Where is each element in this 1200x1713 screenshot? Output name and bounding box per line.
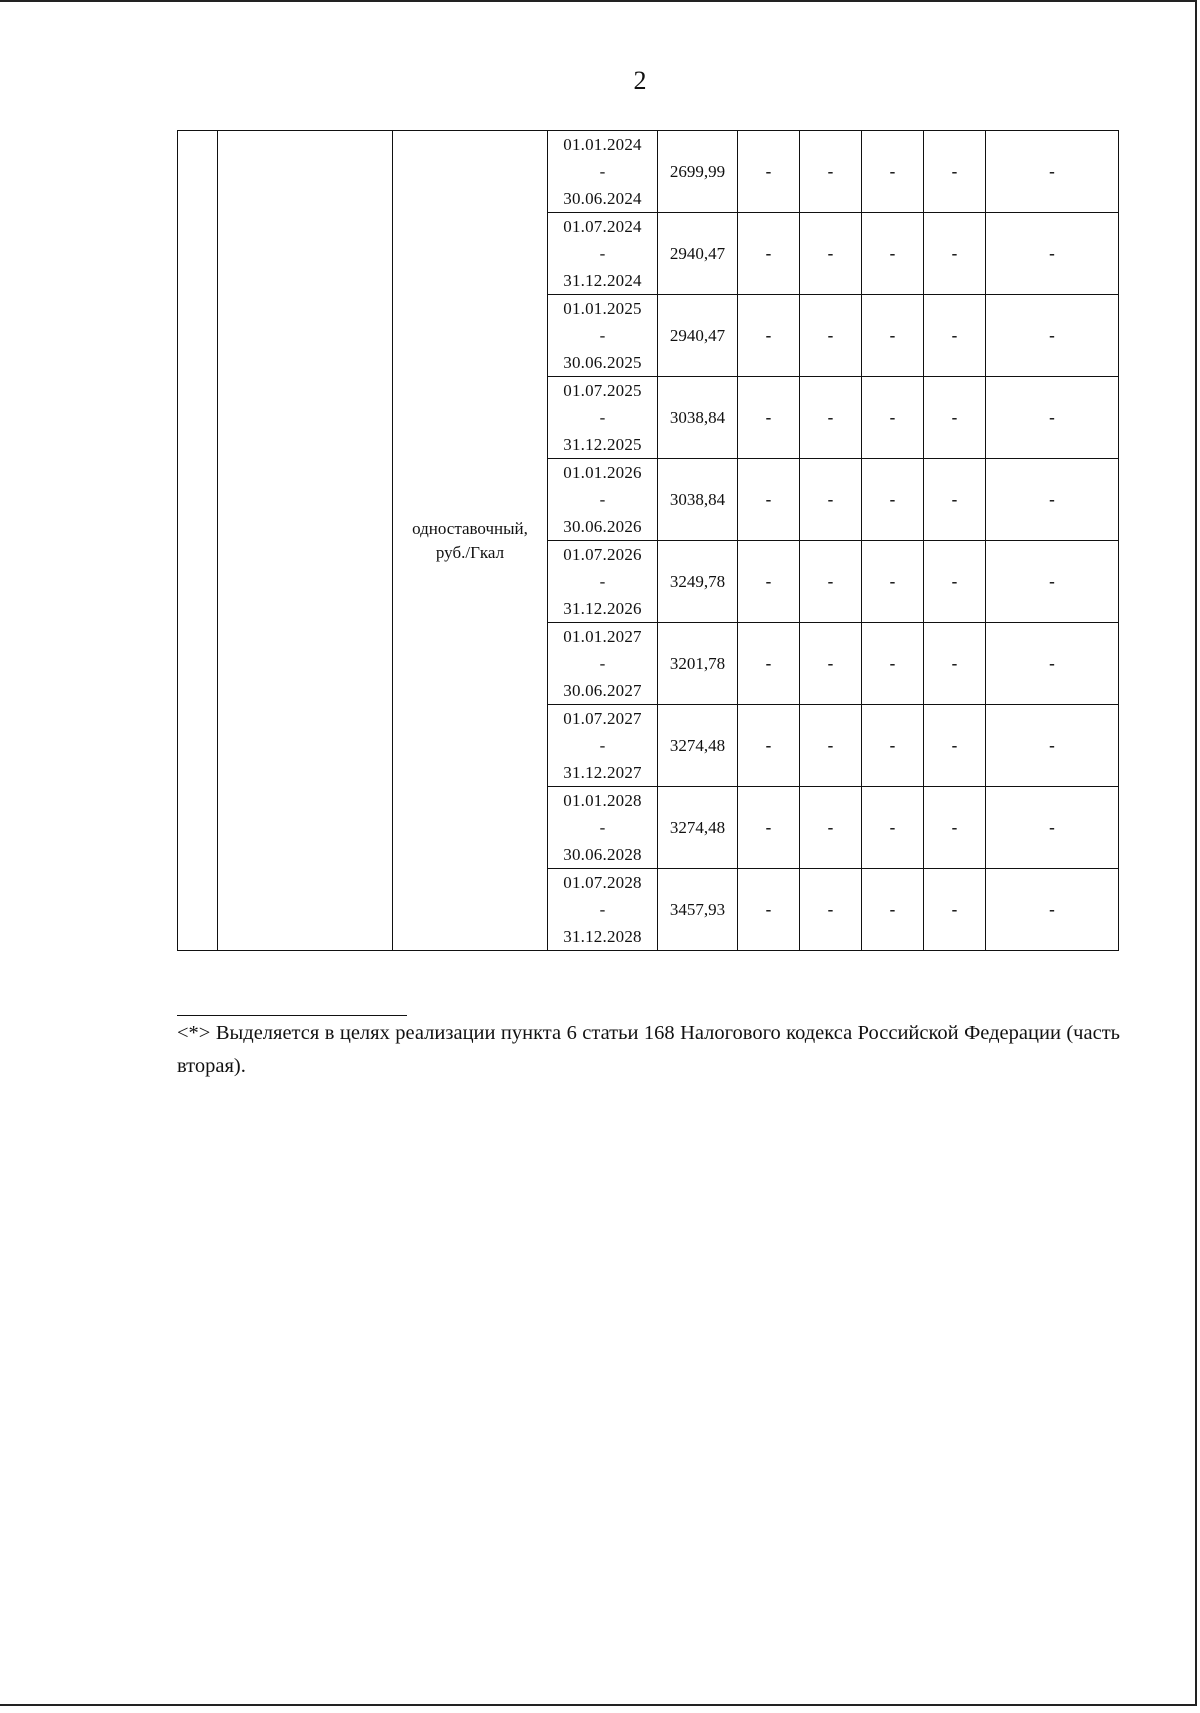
empty-value-cell: - xyxy=(862,459,924,541)
tariff-value-cell: 3038,84 xyxy=(658,377,738,459)
empty-value-cell: - xyxy=(738,787,800,869)
empty-value-cell: - xyxy=(800,541,862,623)
period-from: 01.07.2027 xyxy=(563,709,642,728)
empty-value-cell: - xyxy=(924,869,986,951)
period-from: 01.07.2026 xyxy=(563,545,642,564)
tariff-value-cell: 3274,48 xyxy=(658,787,738,869)
empty-value-cell: - xyxy=(738,377,800,459)
tariff-value-cell: 3274,48 xyxy=(658,705,738,787)
period-cell xyxy=(548,623,658,705)
table-row xyxy=(178,131,1119,213)
period-to: 30.06.2024 xyxy=(563,189,642,208)
empty-value-cell: - xyxy=(862,213,924,295)
period-sep: - xyxy=(599,244,606,263)
empty-value-cell: - xyxy=(986,213,1119,295)
empty-value-cell: - xyxy=(986,705,1119,787)
empty-value-cell: - xyxy=(862,131,924,213)
tariff-unit-cell: одноставочный, руб./Гкал xyxy=(393,131,548,951)
empty-value-cell: - xyxy=(924,787,986,869)
period-sep: - xyxy=(599,900,606,919)
tariff-value-cell: 2940,47 xyxy=(658,295,738,377)
empty-value-cell: - xyxy=(800,131,862,213)
period-from: 01.07.2028 xyxy=(563,873,642,892)
empty-value-cell: - xyxy=(800,459,862,541)
empty-value-cell: - xyxy=(738,623,800,705)
period-cell xyxy=(548,377,658,459)
period-to: 30.06.2027 xyxy=(563,681,642,700)
period-cell xyxy=(548,295,658,377)
period-from: 01.01.2024 xyxy=(563,135,642,154)
empty-value-cell: - xyxy=(862,623,924,705)
organization-cell xyxy=(218,131,393,951)
period-from: 01.07.2025 xyxy=(563,381,642,400)
period-to: 31.12.2027 xyxy=(563,763,642,782)
period-cell xyxy=(548,705,658,787)
empty-value-cell: - xyxy=(862,869,924,951)
period-cell xyxy=(548,213,658,295)
tariff-value-cell: 2940,47 xyxy=(658,213,738,295)
empty-value-cell: - xyxy=(986,131,1119,213)
empty-value-cell: - xyxy=(986,295,1119,377)
empty-value-cell: - xyxy=(924,377,986,459)
empty-value-cell: - xyxy=(986,377,1119,459)
period-cell xyxy=(548,541,658,623)
tariff-value-cell: 3457,93 xyxy=(658,869,738,951)
period-cell xyxy=(548,459,658,541)
period-sep: - xyxy=(599,818,606,837)
period-sep: - xyxy=(599,736,606,755)
period-to: 31.12.2024 xyxy=(563,271,642,290)
empty-value-cell: - xyxy=(862,377,924,459)
empty-value-cell: - xyxy=(924,459,986,541)
period-sep: - xyxy=(599,162,606,181)
empty-value-cell: - xyxy=(862,705,924,787)
empty-value-cell: - xyxy=(800,295,862,377)
empty-value-cell: - xyxy=(924,213,986,295)
empty-value-cell: - xyxy=(800,377,862,459)
tariff-table-body xyxy=(178,131,1119,951)
empty-value-cell: - xyxy=(738,131,800,213)
empty-value-cell: - xyxy=(924,295,986,377)
footnote: <*> Выделяется в целях реализации пункта 6 статьи 168 Налогового кодекса Российской Федерации (часть вторая). xyxy=(177,1022,1120,1077)
empty-value-cell: - xyxy=(986,623,1119,705)
empty-value-cell: - xyxy=(862,787,924,869)
tariff-table xyxy=(177,130,1119,951)
empty-value-cell: - xyxy=(924,705,986,787)
period-to: 31.12.2026 xyxy=(563,599,642,618)
empty-value-cell: - xyxy=(800,213,862,295)
row-number-cell xyxy=(178,131,218,951)
empty-value-cell: - xyxy=(986,869,1119,951)
empty-value-cell: - xyxy=(738,705,800,787)
period-to: 31.12.2028 xyxy=(563,927,642,946)
period-cell xyxy=(548,869,658,951)
empty-value-cell: - xyxy=(738,541,800,623)
period-from: 01.01.2025 xyxy=(563,299,642,318)
period-from: 01.01.2028 xyxy=(563,791,642,810)
period-from: 01.01.2027 xyxy=(563,627,642,646)
period-to: 31.12.2025 xyxy=(563,435,642,454)
period-cell xyxy=(548,787,658,869)
period-from: 01.01.2026 xyxy=(563,463,642,482)
period-to: 30.06.2025 xyxy=(563,353,642,372)
period-sep: - xyxy=(599,408,606,427)
empty-value-cell: - xyxy=(800,869,862,951)
empty-value-cell: - xyxy=(924,541,986,623)
empty-value-cell: - xyxy=(738,213,800,295)
period-sep: - xyxy=(599,572,606,591)
period-sep: - xyxy=(599,654,606,673)
empty-value-cell: - xyxy=(986,541,1119,623)
empty-value-cell: - xyxy=(738,295,800,377)
tariff-value-cell: 3201,78 xyxy=(658,623,738,705)
empty-value-cell: - xyxy=(738,459,800,541)
empty-value-cell: - xyxy=(862,541,924,623)
empty-value-cell: - xyxy=(800,787,862,869)
empty-value-cell: - xyxy=(862,295,924,377)
empty-value-cell: - xyxy=(924,131,986,213)
footnote-divider xyxy=(177,1015,407,1016)
period-sep: - xyxy=(599,326,606,345)
empty-value-cell: - xyxy=(800,623,862,705)
empty-value-cell: - xyxy=(986,459,1119,541)
period-to: 30.06.2028 xyxy=(563,845,642,864)
tariff-table-container xyxy=(177,130,1119,951)
tariff-value-cell: 3249,78 xyxy=(658,541,738,623)
empty-value-cell: - xyxy=(738,869,800,951)
tariff-value-cell: 2699,99 xyxy=(658,131,738,213)
tariff-value-cell: 3038,84 xyxy=(658,459,738,541)
period-cell xyxy=(548,131,658,213)
period-sep: - xyxy=(599,490,606,509)
period-from: 01.07.2024 xyxy=(563,217,642,236)
empty-value-cell: - xyxy=(986,787,1119,869)
page-number: 2 xyxy=(633,66,647,95)
empty-value-cell: - xyxy=(924,623,986,705)
period-to: 30.06.2026 xyxy=(563,517,642,536)
empty-value-cell: - xyxy=(800,705,862,787)
